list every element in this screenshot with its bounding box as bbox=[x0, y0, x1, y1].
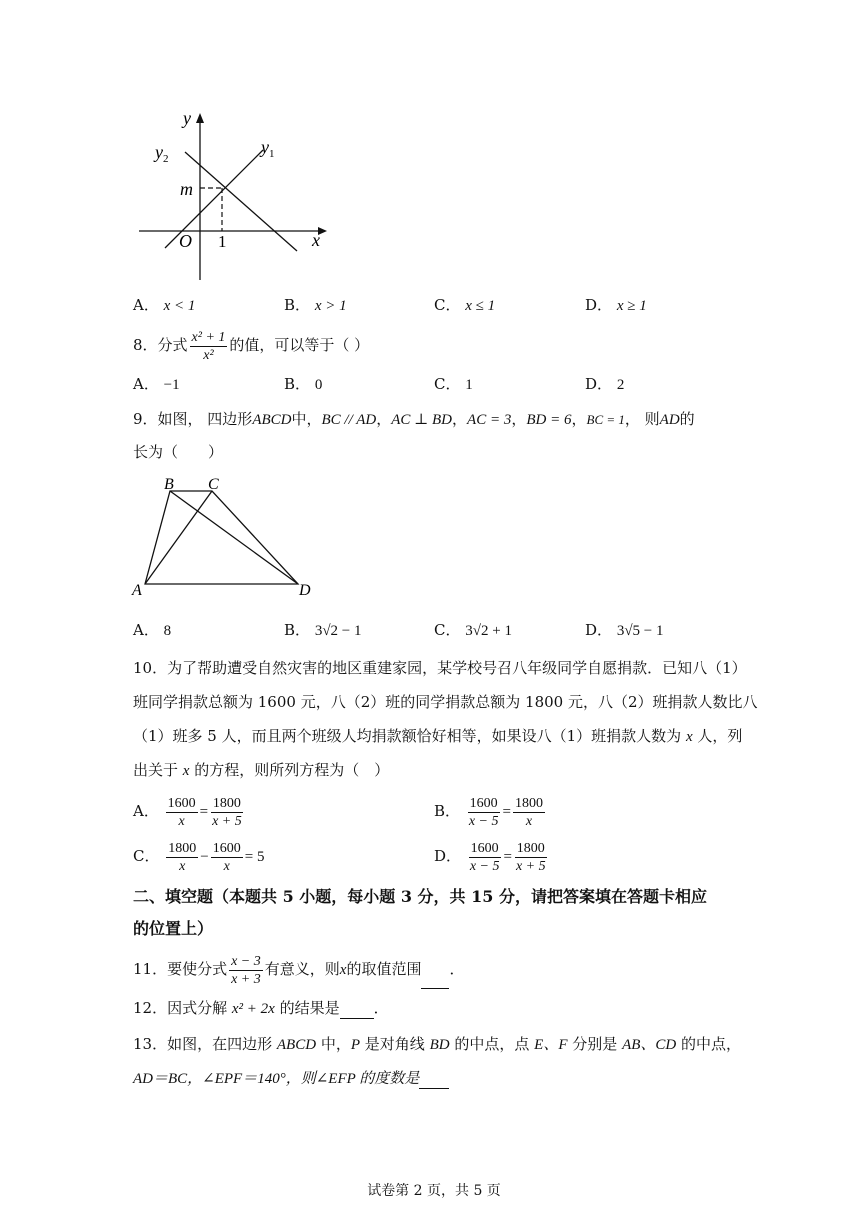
q8-fraction: $\frac{\text{x² + 1}}{\text{x²}}$ bbox=[191, 329, 226, 363]
line-y2 bbox=[185, 152, 297, 251]
question-10-line-4: 出关于 x 的方程，则所列方程为（ ） bbox=[133, 761, 390, 779]
vertex-a: A bbox=[132, 582, 142, 599]
question-10-line-1: 10．为了帮助遭受自然灾害的地区重建家园，某学校号召八年级同学自愿捐款．已知八（1） bbox=[133, 659, 747, 677]
q8-option-b: B． 0 bbox=[284, 375, 323, 393]
question-8: 8．分式 $\frac{\text{x² + 1}}{\text{x²}}$ 的值，可以等于（ ） bbox=[133, 329, 370, 363]
question-11: 11．要使分式 $\frac{x - 3}{x + 3}$ 有意义，则x的取值范围 ． bbox=[133, 950, 464, 989]
q9-option-c: C． 3√2 + 1 bbox=[434, 621, 512, 639]
question-9-line-1: 9．如图， 四边形ABCD中，BC // AD，AC ⊥ BD，AC = 3，BD = 6，BC = 1， 则AD的 bbox=[133, 410, 695, 428]
quadrilateral-abcd bbox=[145, 491, 298, 584]
section-2-heading-line-1: 二、填空题（本题共 5 小题，每小题 3 分，共 15 分，请把答案填在答题卡相应 bbox=[133, 887, 707, 906]
q9-option-b: B． 3√2 − 1 bbox=[284, 621, 362, 639]
quadrilateral-figure bbox=[128, 474, 328, 602]
diagonal-bd bbox=[170, 491, 298, 584]
label-y2: $y_2$ bbox=[155, 142, 169, 165]
q8-option-c: C． 1 bbox=[434, 375, 473, 393]
q9-option-a: A． 8 bbox=[133, 621, 172, 639]
label-y1: $y_1$ bbox=[261, 137, 275, 160]
label-y: y bbox=[183, 108, 191, 128]
label-x: x bbox=[312, 230, 320, 250]
q7-option-c: C． x ≤ 1 bbox=[434, 296, 496, 314]
q8-option-a: A． −1 bbox=[133, 375, 180, 393]
label-m: m bbox=[180, 179, 193, 199]
q10-option-d: D． $\frac{1600}{x - 5}$ = $\frac{1800}{x + 5}$ bbox=[434, 840, 546, 874]
question-10-line-2: 班同学捐款总额为 1600 元，八（2）班的同学捐款总额为 1800 元，八（2）班捐款人数比八 bbox=[133, 693, 758, 711]
label-one: 1 bbox=[218, 232, 227, 251]
q7-option-a: A． x < 1 bbox=[133, 296, 196, 314]
q7-option-b: B． x > 1 bbox=[284, 296, 347, 314]
vertex-d: D bbox=[299, 582, 311, 599]
diagonal-ac bbox=[145, 491, 212, 584]
section-2-heading-line-2: 的位置上） bbox=[133, 919, 214, 938]
q13-answer-blank[interactable] bbox=[419, 1068, 449, 1089]
q10-option-a: A． $\frac{1600}{x}$ = $\frac{1800}{x + 5}$ bbox=[133, 795, 242, 829]
label-origin: O bbox=[179, 231, 192, 251]
vertex-b: B bbox=[164, 476, 174, 493]
q10-option-c: C． $\frac{1800}{x}$ − $\frac{1600}{x}$ = 5 bbox=[133, 840, 265, 874]
q7-option-d: D． x ≥ 1 bbox=[585, 296, 647, 314]
q11-answer-blank[interactable] bbox=[421, 950, 449, 989]
q10-option-b: B． $\frac{1600}{x - 5}$ = $\frac{1800}{x}$ bbox=[434, 795, 543, 829]
question-12: 12．因式分解 x² + 2x 的结果是 ． bbox=[133, 999, 389, 1017]
page-footer: 试卷第 2 页，共 5 页 bbox=[367, 1183, 501, 1199]
q12-answer-blank[interactable] bbox=[340, 998, 374, 1019]
question-13-line-1: 13．如图，在四边形 ABCD 中，P 是对角线 BD 的中点，点 E、F 分别是 AB、CD 的中点， bbox=[133, 1035, 742, 1053]
vertex-c: C bbox=[208, 476, 219, 493]
graph-figure bbox=[135, 105, 335, 285]
y-axis-arrow bbox=[196, 113, 204, 123]
q9-option-d: D． 3√5 − 1 bbox=[585, 621, 664, 639]
question-9-line-2: 长为（ ） bbox=[133, 443, 224, 461]
question-13-line-2: AD＝BC，∠EPF＝140°，则∠EFP 的度数是 bbox=[133, 1068, 449, 1089]
q8-option-d: D． 2 bbox=[585, 375, 625, 393]
question-10-line-3: （1）班多 5 人，而且两个班级人均捐款额恰好相等，如果设八（1）班捐款人数为 x 人，列 bbox=[133, 727, 743, 745]
